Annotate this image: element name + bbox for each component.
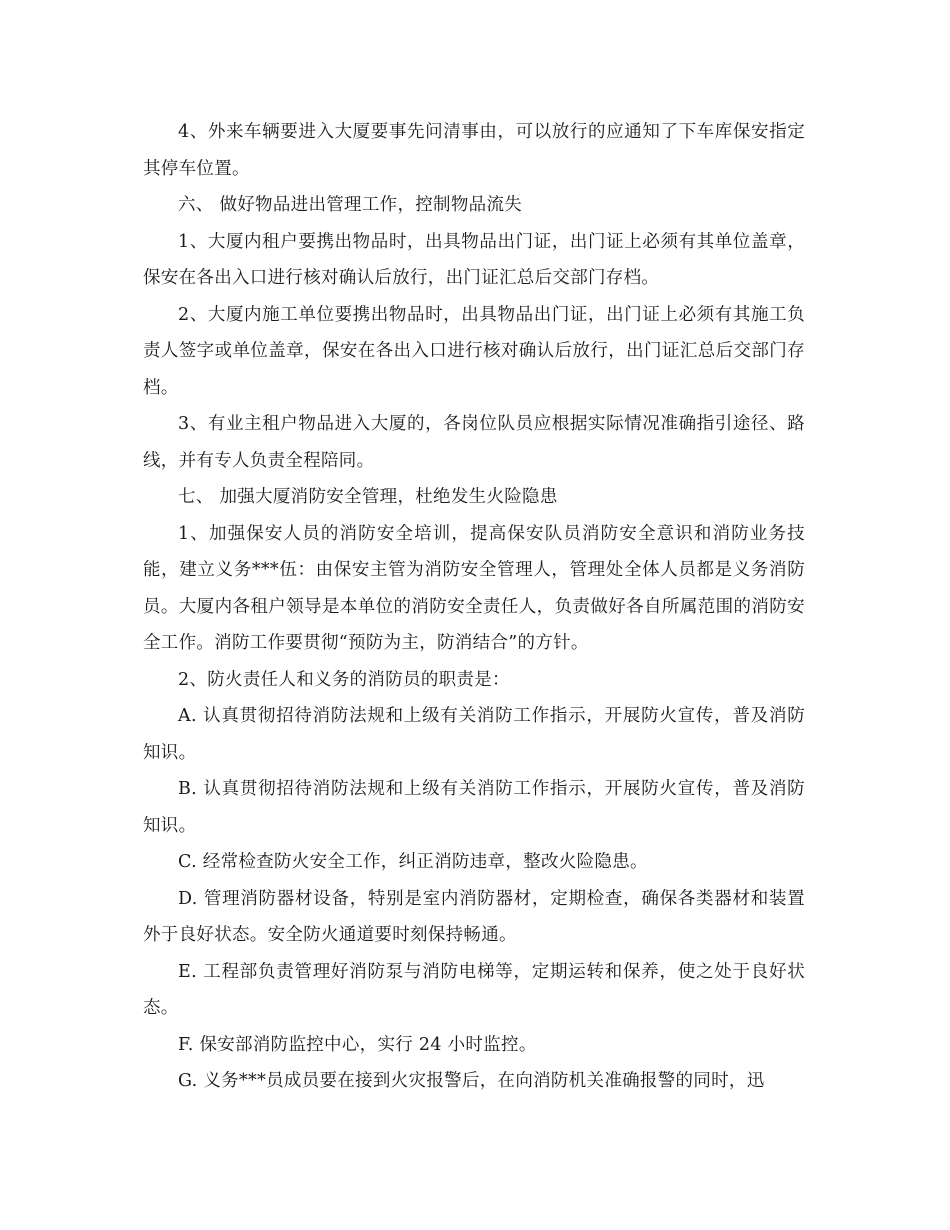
list-item-duty-e: E. 工程部负责管理好消防泵与消防电梯等，定期运转和保养，使之处于良好状态。 <box>143 961 805 1018</box>
section-heading-fire-safety: 七、 加强大厦消防安全管理，杜绝发生火险隐患 <box>178 487 558 507</box>
list-item-duty-c: C. 经常检查防火安全工作，纠正消防违章，整改火险隐患。 <box>178 852 648 872</box>
paragraph-fire-training: 1、加强保安人员的消防安全培训，提高保安队员消防安全意识和消防业务技能，建立义务***伍：由保安主管为消防安全管理人，管理处全体人员都是义务消防员。大厦内各租户领导是本单位的消防安全责任人，负责做好各自所属范围的消防安全工作。消防工作要贯彻“预防为主，防消结合”的方针。 <box>143 523 805 653</box>
paragraph-vehicle-entry: 4、外来车辆要进入大厦要事先问清事由，可以放行的应通知了下车库保安指定其停车位置。 <box>143 122 805 179</box>
list-item-duty-a: A. 认真贯彻招待消防法规和上级有关消防工作指示，开展防火宣传，普及消防知识。 <box>143 706 805 763</box>
section-heading-goods-management: 六、 做好物品进出管理工作，控制物品流失 <box>178 195 523 215</box>
list-item-duty-g: G. 义务***员成员要在接到火灾报警后，在向消防机关准确报警的同时，迅 <box>178 1071 765 1091</box>
list-item-duty-b: B. 认真贯彻招待消防法规和上级有关消防工作指示，开展防火宣传，普及消防知识。 <box>143 779 805 836</box>
list-item-duty-f: F. 保安部消防监控中心，实行 24 小时监控。 <box>178 1034 537 1055</box>
paragraph-contractor-goods-exit: 2、大厦内施工单位要携出物品时，出具物品出门证，出门证上必须有其施工负责人签字或单位盖章，保安在各出入口进行核对确认后放行，出门证汇总后交部门存档。 <box>143 304 805 398</box>
paragraph-goods-entry: 3、有业主租户物品进入大厦的，各岗位队员应根据实际情况准确指引途径、路线，并有专人负责全程陪同。 <box>143 414 805 471</box>
list-item-duty-d: D. 管理消防器材设备，特别是室内消防器材，定期检查，确保各类器材和装置外于良好状态。安全防火通道要时刻保持畅通。 <box>143 888 805 945</box>
document-body <box>143 114 805 1100</box>
paragraph-tenant-goods-exit: 1、大厦内租户要携出物品时，出具物品出门证，出门证上必须有其单位盖章，保安在各出入口进行核对确认后放行，出门证汇总后交部门存档。 <box>143 231 805 288</box>
paragraph-duties-intro: 2、防火责任人和义务的消防员的职责是： <box>178 669 510 690</box>
